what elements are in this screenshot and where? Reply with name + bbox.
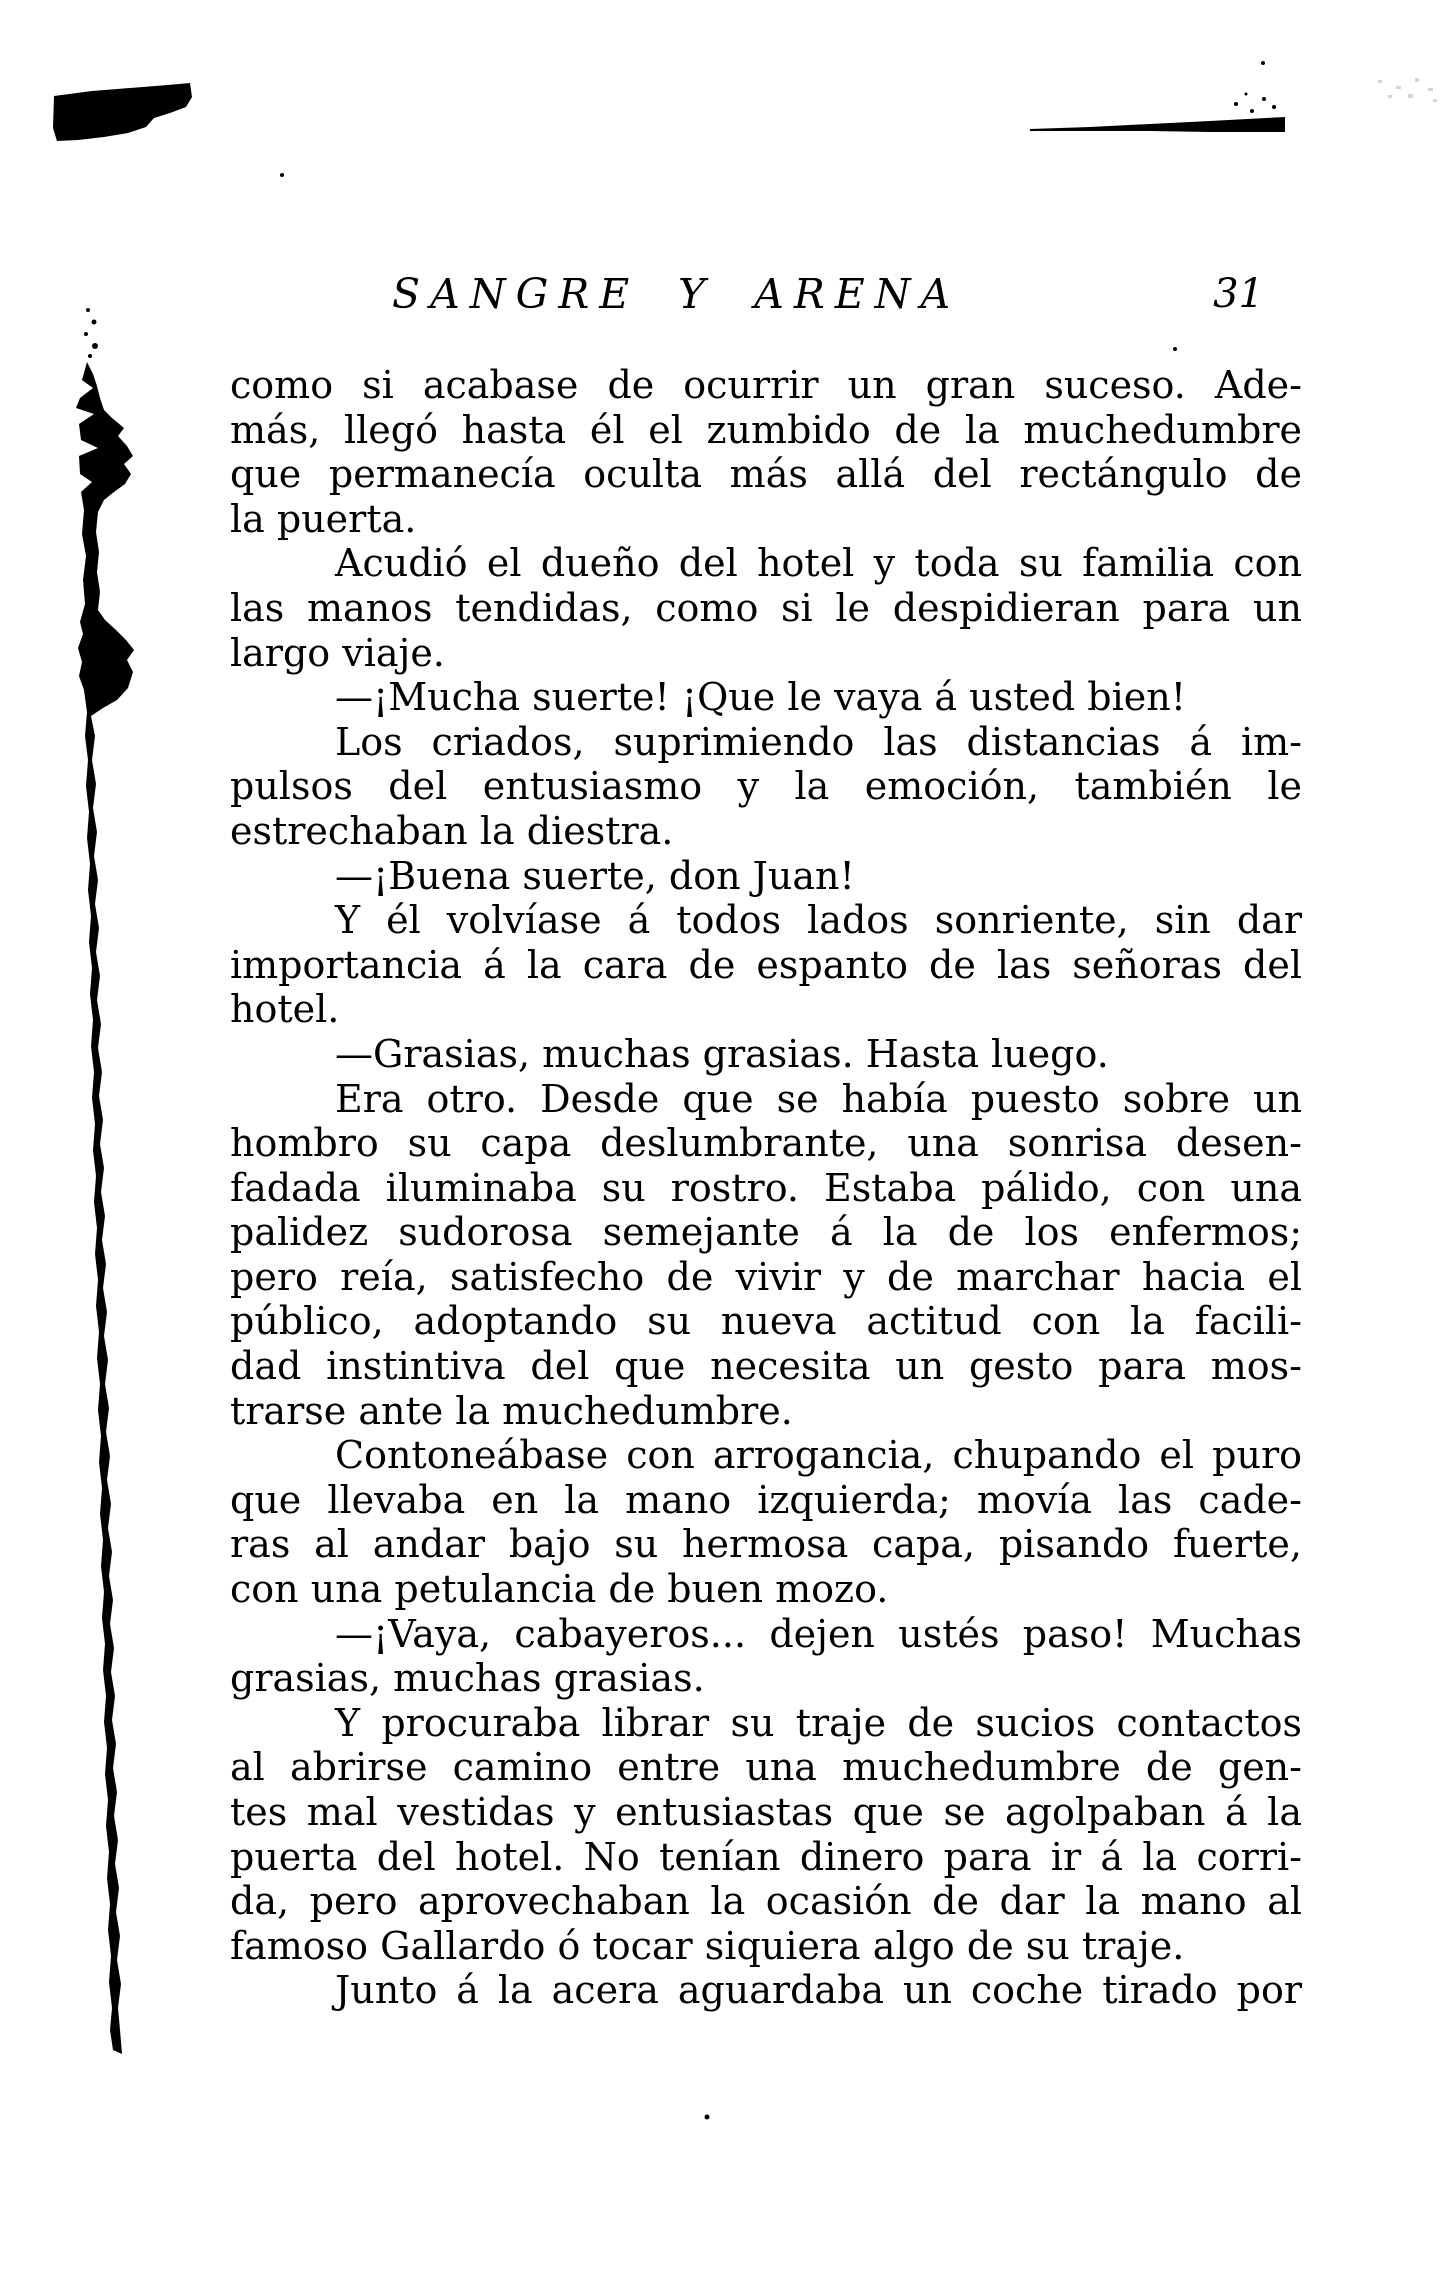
text-line: palidez sudorosa semejante á la de los enfermos; <box>230 1210 1302 1255</box>
text-line: la puerta. <box>230 496 417 541</box>
text-line: hombro su capa deslumbrante, una sonrisa desen- <box>230 1121 1302 1166</box>
text-line: con una petulancia de buen mozo. <box>230 1567 889 1612</box>
text-line: tes mal vestidas y entusiastas que se agolpaban á la <box>230 1790 1302 1834</box>
paragraph <box>230 541 1302 675</box>
text-line: hotel. <box>230 987 340 1032</box>
page-number: 31 <box>1213 271 1264 317</box>
text-line: público, adoptando su nueva actitud con la facili- <box>230 1299 1302 1344</box>
text-line: da, pero aprovechaban la ocasión de dar la mano al <box>230 1879 1302 1924</box>
text-line: importancia á la cara de espanto de las señoras del <box>230 942 1302 987</box>
paragraph <box>230 1968 1302 2013</box>
text-line: dad instintiva del que necesita un gesto para mos- <box>230 1344 1302 1389</box>
paragraph <box>230 1433 1302 1611</box>
text-line: famoso Gallardo ó tocar siquiera algo de su traje. <box>230 1923 1185 1968</box>
text-line: más, llegó hasta él el zumbido de la muchedumbre <box>230 407 1302 452</box>
text-line: largo viaje. <box>230 630 445 675</box>
ink-smudge-top-left <box>53 83 192 141</box>
text-line: trarse ante la muchedumbre. <box>230 1388 793 1433</box>
text-line: Los criados, suprimiendo las distancias á im- <box>335 719 1302 764</box>
paragraph <box>230 1612 1302 1701</box>
text-line: pulsos del entusiasmo y la emoción, también le <box>230 764 1302 809</box>
text-line: las manos tendidas, como si le despidieran para un <box>230 585 1302 630</box>
ink-streak-top-right <box>1030 117 1285 132</box>
paragraph <box>230 1701 1302 1969</box>
text-line: al abrirse camino entre una muchedumbre de gen- <box>230 1745 1302 1790</box>
text-line: pero reía, satisfecho de vivir y de marchar hacia el <box>230 1254 1302 1299</box>
text-line: Y procuraba librar su traje de sucios contactos <box>335 1700 1302 1745</box>
text-line: Acudió el dueño del hotel y toda su familia con <box>335 541 1302 586</box>
text-line: —¡Buena suerte, don Juan! <box>335 853 855 898</box>
paragraph <box>230 1077 1302 1434</box>
page-header <box>230 272 1302 326</box>
paragraph <box>230 1032 1302 1077</box>
binding-shadow-speckles <box>84 308 98 358</box>
paragraph <box>230 854 1302 899</box>
text-line: que llevaba en la mano izquierda; movía las cade- <box>230 1477 1302 1522</box>
ink-speckles-top-right <box>1234 61 1276 113</box>
running-title: SANGRE Y ARENA <box>392 270 961 318</box>
paragraph <box>230 720 1302 854</box>
text-line: Y él volvíase á todos lados sonriente, sin dar <box>335 898 1302 943</box>
page-edge-texture-top-right <box>1378 78 1437 102</box>
text-line: grasias, muchas grasias. <box>230 1656 705 1701</box>
paragraph <box>230 363 1302 541</box>
text-line: Junto á la acera aguardaba un coche tirado por <box>335 1968 1302 2013</box>
binding-shadow-left <box>76 362 134 2054</box>
text-line: estrechaban la diestra. <box>230 808 674 853</box>
text-line: fadada iluminaba su rostro. Estaba pálido, con una <box>230 1165 1302 1210</box>
text-line: como si acabase de ocurrir un gran suceso. Ade- <box>230 363 1302 407</box>
text-line: —¡Vaya, cabayeros... dejen ustés paso! Muchas <box>335 1611 1302 1656</box>
text-line: que permanecía oculta más allá del rectángulo de <box>230 452 1302 497</box>
page-text <box>230 363 1302 2013</box>
text-line: puerta del hotel. No tenían dinero para ir á la corri- <box>230 1834 1302 1879</box>
paragraph <box>230 898 1302 1032</box>
text-line: —¡Mucha suerte! ¡Que le vaya á usted bien! <box>335 675 1186 720</box>
text-line: ras al andar bajo su hermosa capa, pisando fuerte, <box>230 1522 1302 1567</box>
text-line: Contoneábase con arrogancia, chupando el puro <box>335 1433 1302 1478</box>
text-line: Era otro. Desde que se había puesto sobre un <box>335 1076 1302 1121</box>
paragraph <box>230 675 1302 720</box>
text-line: —Grasias, muchas grasias. Hasta luego. <box>335 1031 1109 1076</box>
